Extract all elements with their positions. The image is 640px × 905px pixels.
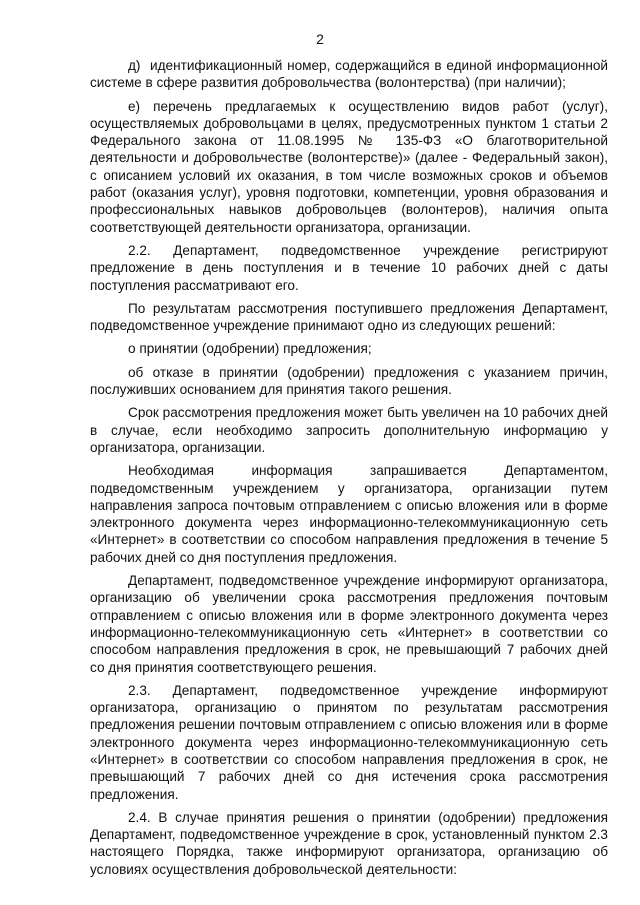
paragraph-review-results: По результатам рассмотрения поступившего предложения Департамент, подведомственное учреждение принимают одно из следующих решений: <box>90 300 608 334</box>
paragraph-decision-reject: об отказе в принятии (одобрении) предложения с указанием причин, послуживших основанием для принятия такого решения. <box>90 364 608 398</box>
paragraph-2-2: 2.2. Департамент, подведомственное учреждение регистрируют предложение в день поступления и в течение 10 рабочих дней с даты поступления рассматривают его. <box>90 242 608 293</box>
paragraph-2-4: 2.4. В случае принятия решения о принятии (одобрении) предложения Департамент, подведомственное учреждение в срок, установленный пунктом 2.3 настоящего Порядка, также информируют организатора, организацию об условиях осуществления добровольческой деятельности: <box>90 809 608 877</box>
paragraph-item-d: д) идентификационный номер, содержащийся в единой информационной системе в сфере развития добровольчества (волонтерства) (при наличии); <box>90 58 608 91</box>
paragraph-information-request: Необходимая информация запрашивается Департаментом, подведомственным учреждением у организатора, организации путем направления запроса почтовым отправлением с описью вложения или в форме электронного документа через информационно-телекоммуникационную сеть «Интернет» в соответствии со способом направления предложения в течение 5 рабочих дней со дня поступления предложения. <box>90 463 608 565</box>
paragraph-decision-accept: о принятии (одобрении) предложения; <box>128 341 372 357</box>
paragraph-item-e: е) перечень предлагаемых к осуществлению видов работ (услуг), осуществляемых добровольцами в целях, предусмотренных пунктом 1 статьи 2 Федерального закона от 11.08.1995 № 135-ФЗ «О благотворительной деятельности и добровольчестве (волонтерстве)» (далее - Федеральный закон), с описанием условий их оказания, в том числе возможных сроков и объемов работ (оказания услуг), уровня подготовки, компетенции, уровня образования и профессиональных навыков добровольцев (волонтеров), наличия опыта соответствующей деятельности организатора, организации. <box>90 98 608 235</box>
paragraph-2-3: 2.3. Департамент, подведомственное учреждение информируют организатора, организацию о принятом по результатам рассмотрения предложения решении почтовым отправлением с описью вложения или в форме электронного документа через информационно-телекоммуникационную сеть «Интернет» в соответствии со способом направления предложения в срок, не превышающий 7 рабочих дней со дня истечения срока рассмотрения предложения. <box>90 682 608 802</box>
paragraph-extension-notice: Департамент, подведомственное учреждение информируют организатора, организацию об увеличении срока рассмотрения предложения почтовым отправлением с описью вложения или в форме электронного документа через информационно-телекоммуникационную сеть «Интернет» в соответствии со способом направления предложения в срок, не превышающий 7 рабочих дней со дня принятия соответствующего решения. <box>90 573 608 675</box>
document-body <box>90 57 608 882</box>
page-number: 2 <box>316 31 324 47</box>
paragraph-review-extension: Срок рассмотрения предложения может быть увеличен на 10 рабочих дней в случае, если необходимо запросить дополнительную информацию у организатора, организации. <box>90 405 608 455</box>
